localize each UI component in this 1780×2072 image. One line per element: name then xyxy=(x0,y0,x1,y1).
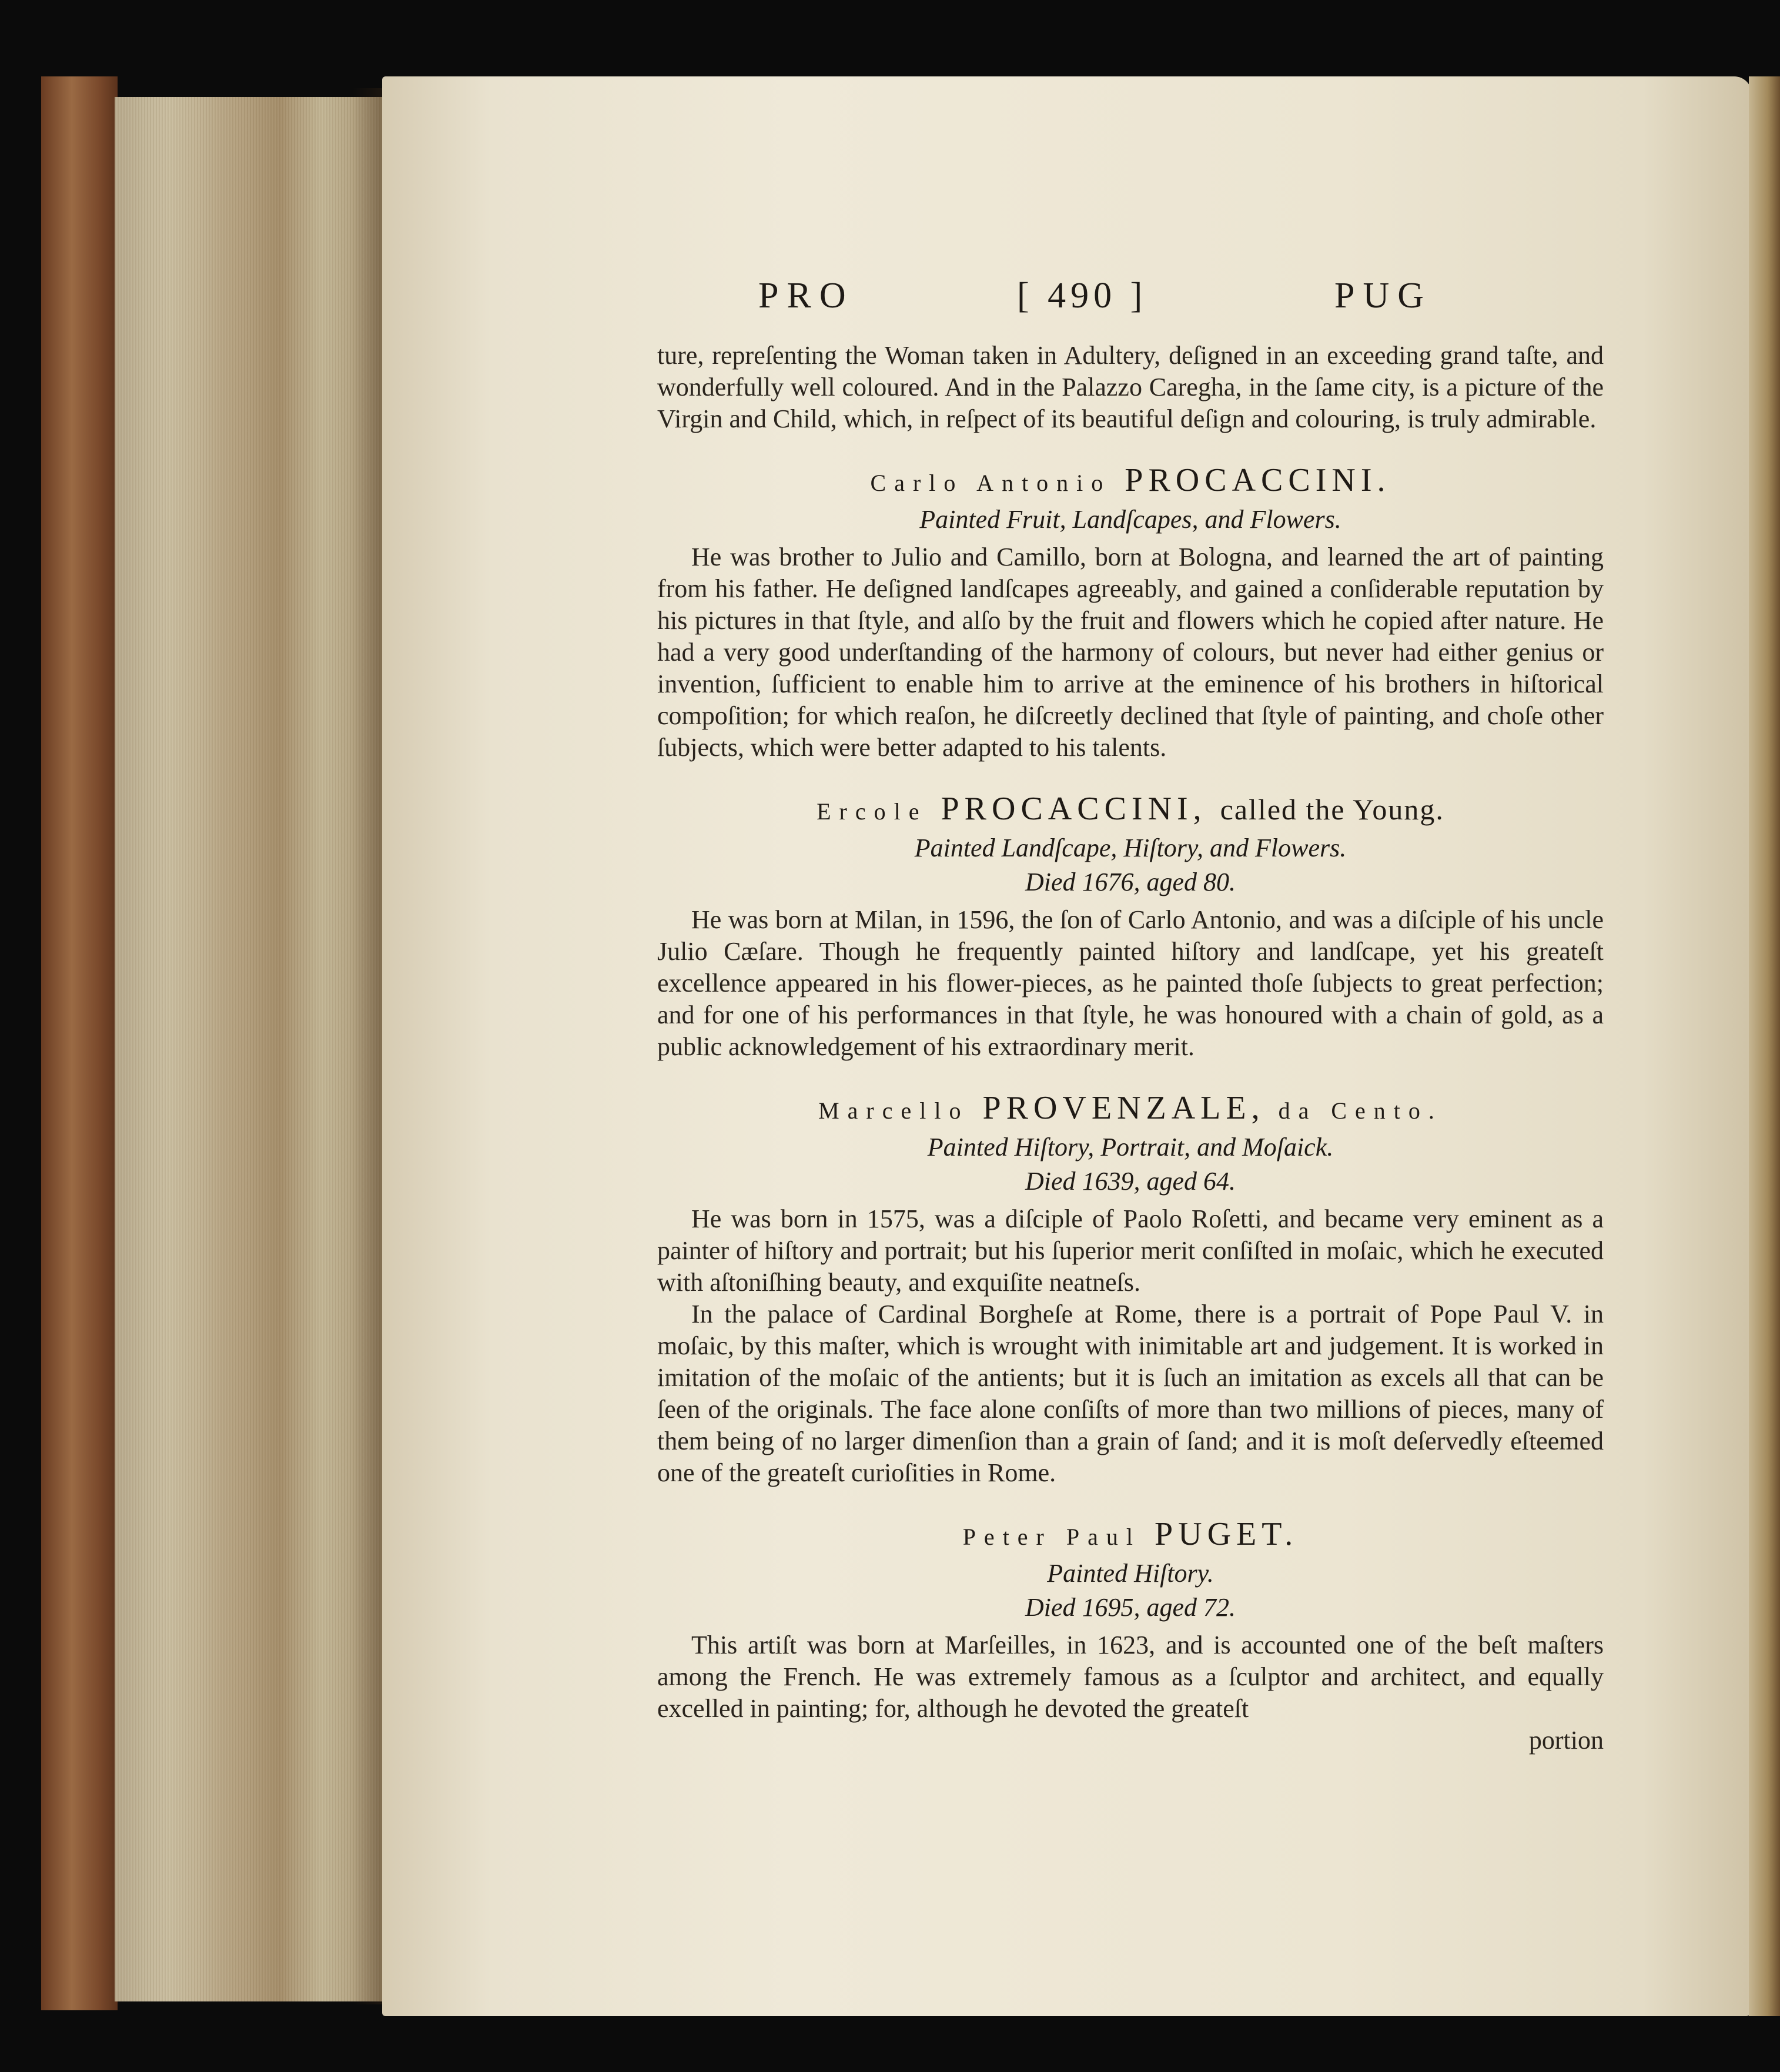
running-head-left: PRO xyxy=(758,276,854,316)
leather-binding xyxy=(41,76,118,2010)
entry-paragraph: This artiſt was born at Marſeilles, in 1623, and is accounted one of the beſt maſters among the French. He was extremely famous as a ſculptor and architect, and equally excelled in painting; for, although he devoted the greateſt xyxy=(657,1631,1604,1723)
surname: PROCACCINI. xyxy=(1125,462,1391,498)
entry-puget-peter-paul xyxy=(657,1515,1604,1725)
given-name: Carlo Antonio xyxy=(870,470,1112,496)
name-suffix: da Cento. xyxy=(1278,1097,1443,1124)
painted-subjects: Painted Fruit, Landſcapes, and Flowers. xyxy=(919,505,1341,534)
page-body xyxy=(657,340,1604,1756)
catchword: portion xyxy=(1528,1726,1604,1755)
entry-paragraph: He was born at Milan, in 1596, the ſon of Carlo Antonio, and was a diſciple of his uncle Julio Cæſare. Though he frequently painted hiſtory and landſcape, yet his greateſt excellence appeared in his flower-pieces, as he painted thoſe ſubjects to great perfection; and for one of his performances in that ſtyle, he was honoured with a chain of gold, as a public acknowledgement of his extraordinary merit. xyxy=(657,905,1604,1061)
given-name: Marcello xyxy=(818,1097,969,1124)
entry-paragraph: In the palace of Cardinal Borgheſe at Rome, there is a portrait of Pope Paul V. in moſaic, by this maſter, which is wrought with inimitable art and judgement. It is worked in imitation of the moſaic of the antients; but it is ſuch an imitation as excels all that can be ſeen of the originals. The face alone conſiſts of more than two millions of pieces, many of them being of no larger dimenſion than a grain of ſand; and it is moſt deſervedly eſteemed one of the greateſt curioſities in Rome. xyxy=(657,1300,1604,1487)
painted-subjects: Painted Hiſtory. xyxy=(1047,1559,1214,1588)
page-number: [ 490 ] xyxy=(1017,276,1147,316)
entry-heading xyxy=(657,789,1604,831)
entry-procaccini-ercole xyxy=(657,789,1604,1063)
entry-heading xyxy=(657,1089,1604,1130)
given-name: Peter Paul xyxy=(962,1524,1141,1550)
given-name: Ercole xyxy=(817,798,928,825)
entry-paragraph: He was brother to Julio and Camillo, born at Bologna, and learned the art of painting from his father. He deſigned landſcapes agreeably, and gained a conſiderable reputation by his pictures in that ſtyle, and alſo by the fruit and flowers which he copied after nature. He had a very good underſtanding of the harmony of colours, but never had either genius or invention, ſufficient to enable him to arrive at the eminence of his brothers in hiſtorical compoſition; for which reaſon, he diſcreetly declined that ſtyle of painting, and choſe other ſubjects, which were better adapted to his talents. xyxy=(657,543,1604,762)
death-date: Died 1676, aged 80. xyxy=(1025,868,1236,896)
entry-heading xyxy=(657,1515,1604,1556)
page-edges xyxy=(115,97,391,2001)
entry-heading xyxy=(657,461,1604,503)
entry-paragraph: He was born in 1575, was a diſciple of Paolo Roſetti, and became very eminent as a painter of hiſtory and portrait; but his ſuperior merit conſiſted in moſaic, which he executed with aſtoniſhing beauty, and exquiſite neatneſs. xyxy=(657,1204,1604,1297)
death-date: Died 1695, aged 72. xyxy=(1025,1593,1236,1622)
continuation-paragraph: ture, repreſenting the Woman taken in Adultery, deſigned in an exceeding grand taſte, and wonderfully well coloured. And in the Palazzo Caregha, in the ſame city, is a picture of the Virgin and Child, which, in reſpect of its beautiful deſign and colouring, is truly admirable. xyxy=(657,341,1604,433)
death-date: Died 1639, aged 64. xyxy=(1025,1167,1236,1196)
entry-procaccini-carlo-antonio xyxy=(657,461,1604,764)
running-head xyxy=(758,275,1464,322)
surname: PUGET. xyxy=(1155,1516,1299,1552)
painted-subjects: Painted Hiſtory, Portrait, and Moſaick. xyxy=(927,1133,1334,1161)
entry-provenzale-marcello xyxy=(657,1089,1604,1489)
facing-page-edge xyxy=(1749,76,1780,2016)
painted-subjects: Painted Landſcape, Hiſtory, and Flowers. xyxy=(914,834,1347,862)
running-head-right: PUG xyxy=(1334,276,1433,316)
surname: PROCACCINI, xyxy=(941,791,1207,827)
surname: PROVENZALE, xyxy=(982,1090,1265,1126)
name-suffix: called the Young. xyxy=(1220,793,1444,826)
